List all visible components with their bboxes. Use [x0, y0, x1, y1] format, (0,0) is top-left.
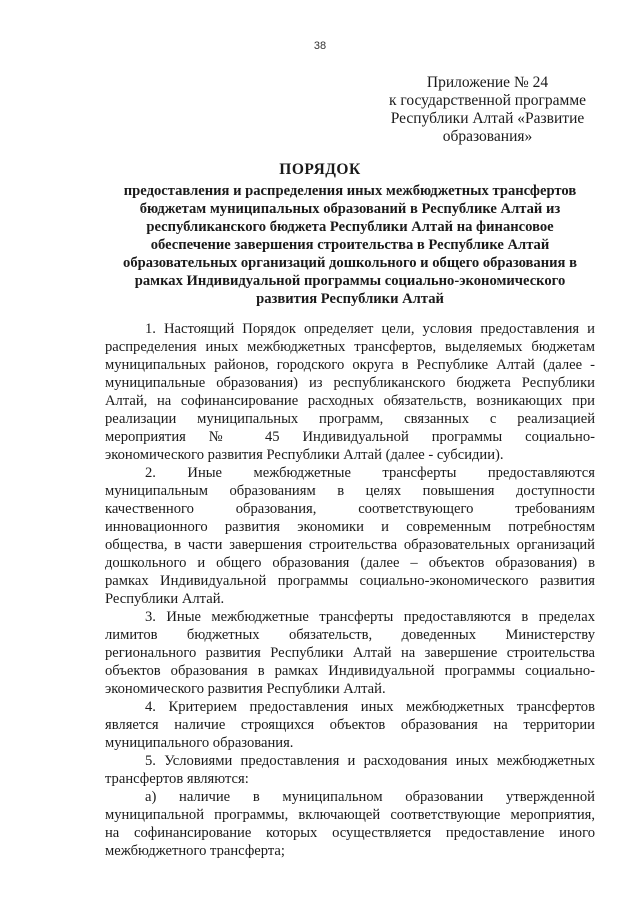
paragraph-line: трансфертов являются:	[105, 771, 249, 787]
paragraph-line: муниципальной программы, включающей соответствующие мероприятия,	[105, 807, 595, 823]
paragraph-line: регионального развития Республики Алтай на завершение строительства	[105, 645, 595, 661]
paragraph-line: Республики Алтай.	[105, 591, 225, 607]
appendix-line: Приложение № 24	[426, 74, 549, 91]
subtitle-line: развития Республики Алтай	[256, 291, 444, 307]
document-subtitle	[105, 182, 595, 308]
subtitle-line: образовательных организаций дошкольного и общего образования в	[123, 255, 577, 271]
subtitle-line: предоставления и распределения иных межбюджетных трансфертов	[123, 183, 577, 199]
paragraph-line: объектов образования в рамках Индивидуальной программы социально-	[105, 663, 595, 679]
paragraph-line: межбюджетного трансферта;	[105, 843, 285, 859]
paragraph-line: муниципальных районов, городского округа в Республике Алтай (далее -	[105, 357, 595, 373]
paragraph-5a	[105, 788, 595, 860]
paragraph-3	[105, 608, 595, 698]
appendix-header	[380, 74, 595, 146]
page-number: 38	[313, 40, 327, 52]
document-body	[105, 320, 595, 860]
paragraph-line: 3. Иные межбюджетные трансферты предоставляются в пределах	[145, 609, 595, 625]
paragraph-5	[105, 752, 595, 788]
appendix-line: образования»	[442, 128, 533, 145]
paragraph-line: качественного образования, соответствующего требованиям	[105, 501, 595, 517]
paragraph-line: Алтай, на софинансирование расходных обязательств, возникающих при	[105, 393, 595, 409]
paragraph-line: муниципальные образования) из республиканского бюджета Республики	[105, 375, 595, 391]
paragraph-line: инновационного развития экономики и современным потребностям	[105, 519, 595, 535]
document-title: ПОРЯДОК	[279, 161, 361, 178]
paragraph-line: распределения иных межбюджетных трансфертов, выделяемых бюджетам	[105, 339, 595, 355]
paragraph-line: 4. Критерием предоставления иных межбюджетных трансфертов	[145, 699, 595, 715]
subtitle-line: республиканского бюджета Республики Алтай на финансовое	[146, 219, 554, 235]
paragraph-line: 2. Иные межбюджетные трансферты предоставляются	[145, 465, 595, 481]
paragraph-line: рамках Индивидуальной программы социально-экономического развития	[105, 573, 595, 589]
paragraph-2	[105, 464, 595, 608]
paragraph-line: реализации муниципальных программ, связанных с реализацией	[105, 411, 595, 427]
paragraph-line: общества, в части завершения строительства образовательных организаций	[105, 537, 595, 553]
paragraph-line: муниципального образования.	[105, 735, 294, 751]
appendix-line: к государственной программе	[388, 92, 587, 109]
paragraph-line: является наличие строящихся объектов образования на территории	[105, 717, 595, 733]
paragraph-line: на софинансирование которых осуществляется предоставление иного	[105, 825, 595, 841]
paragraph-1	[105, 320, 595, 464]
paragraph-line: а) наличие в муниципальном образовании утвержденной	[145, 789, 595, 805]
subtitle-line: обеспечение завершения строительства в Республике Алтай	[150, 237, 550, 253]
paragraph-line: лимитов бюджетных обязательств, доведенных Министерству	[105, 627, 595, 643]
paragraph-line: дошкольного и общего образования (далее – объектов образования) в	[105, 555, 595, 571]
subtitle-line: рамках Индивидуальной программы социально-экономического	[134, 273, 566, 289]
paragraph-line: мероприятия № 45 Индивидуальной программы социально-	[105, 429, 595, 445]
paragraph-line: экономического развития Республики Алтай (далее - субсидии).	[105, 447, 504, 463]
paragraph-line: 1. Настоящий Порядок определяет цели, условия предоставления и	[145, 321, 595, 337]
appendix-line: Республики Алтай «Развитие	[390, 110, 585, 127]
subtitle-line: бюджетам муниципальных образований в Республике Алтай из	[139, 201, 561, 217]
paragraph-4	[105, 698, 595, 752]
paragraph-line: 5. Условиями предоставления и расходования иных межбюджетных	[145, 753, 595, 769]
paragraph-line: муниципальным образованиям в целях повышения доступности	[105, 483, 595, 499]
paragraph-line: экономического развития Республики Алтай.	[105, 681, 386, 697]
